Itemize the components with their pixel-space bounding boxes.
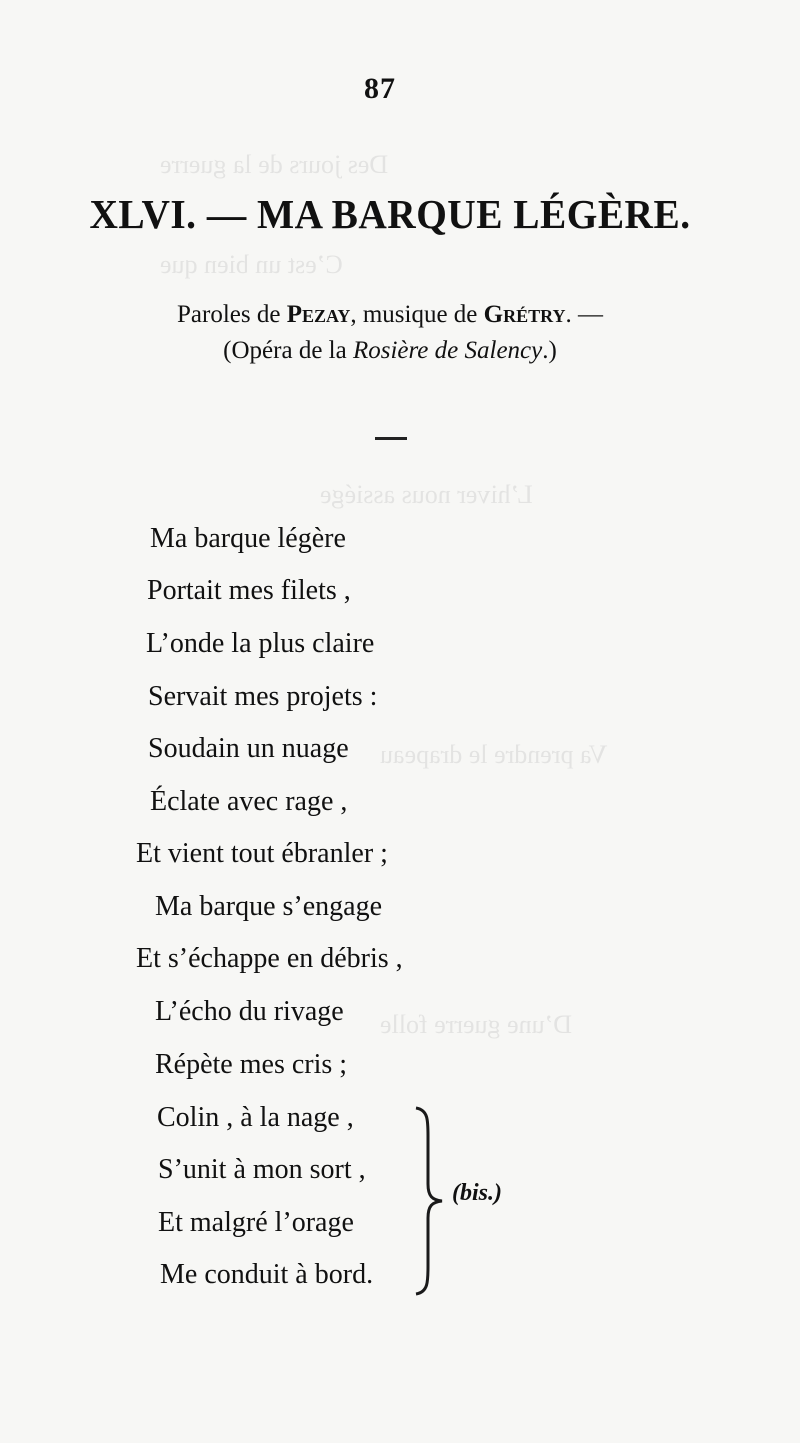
credits-middle: , musique de [350,301,484,328]
composer-name: Grétry [483,301,566,328]
repeat-mark: (bis.) [452,1180,502,1206]
bleed-through-text: Va prendre le drapeau [380,740,608,769]
verse-line: Ma barque s’engage [155,891,383,922]
verse-line: Ma barque légère [150,523,346,554]
curly-brace-icon [412,1106,448,1296]
page-number: 87 [364,72,396,105]
lyricist-name: Pezay [286,301,351,328]
credits-prefix: Paroles de [177,301,287,328]
bleed-through-text: D’une guerre folle [380,1010,573,1039]
verse-line: Colin , à la nage , [157,1102,354,1133]
verse-line: L’écho du rivage [155,996,344,1027]
verse-line: Et s’échappe en débris , [136,943,403,974]
verse-line: Me conduit à bord. [160,1259,374,1290]
verse-line: Éclate avec rage , [150,786,348,817]
verse-line: S’unit à mon sort , [158,1154,366,1185]
section-separator [375,437,407,440]
song-credits [0,297,780,369]
verse-line: Servait mes projets : [148,681,378,712]
credits-suffix: . — [565,301,603,328]
verse-line: Portait mes filets , [147,575,351,606]
bleed-through-text: C’est un bien que [160,250,343,279]
verse-line: L’onde la plus claire [146,628,375,659]
credits-line-2 [0,333,780,369]
song-title: XLVI. — MA BARQUE LÉGÈRE. [89,191,691,237]
bleed-through-text: Des jours de la guerre [160,150,389,179]
credits-line-1 [0,297,780,333]
opera-name: Rosière de Salency [352,337,543,364]
verse-line: Et vient tout ébranler ; [136,838,388,869]
verse-line: Soudain un nuage [148,733,349,764]
bleed-through-text: L’hiver nous assiége [320,480,533,509]
opera-suffix: .) [542,337,557,364]
opera-prefix: (Opéra de la [223,337,353,364]
verse-line: Répète mes cris ; [155,1049,348,1080]
verse-line: Et malgré l’orage [158,1207,354,1238]
